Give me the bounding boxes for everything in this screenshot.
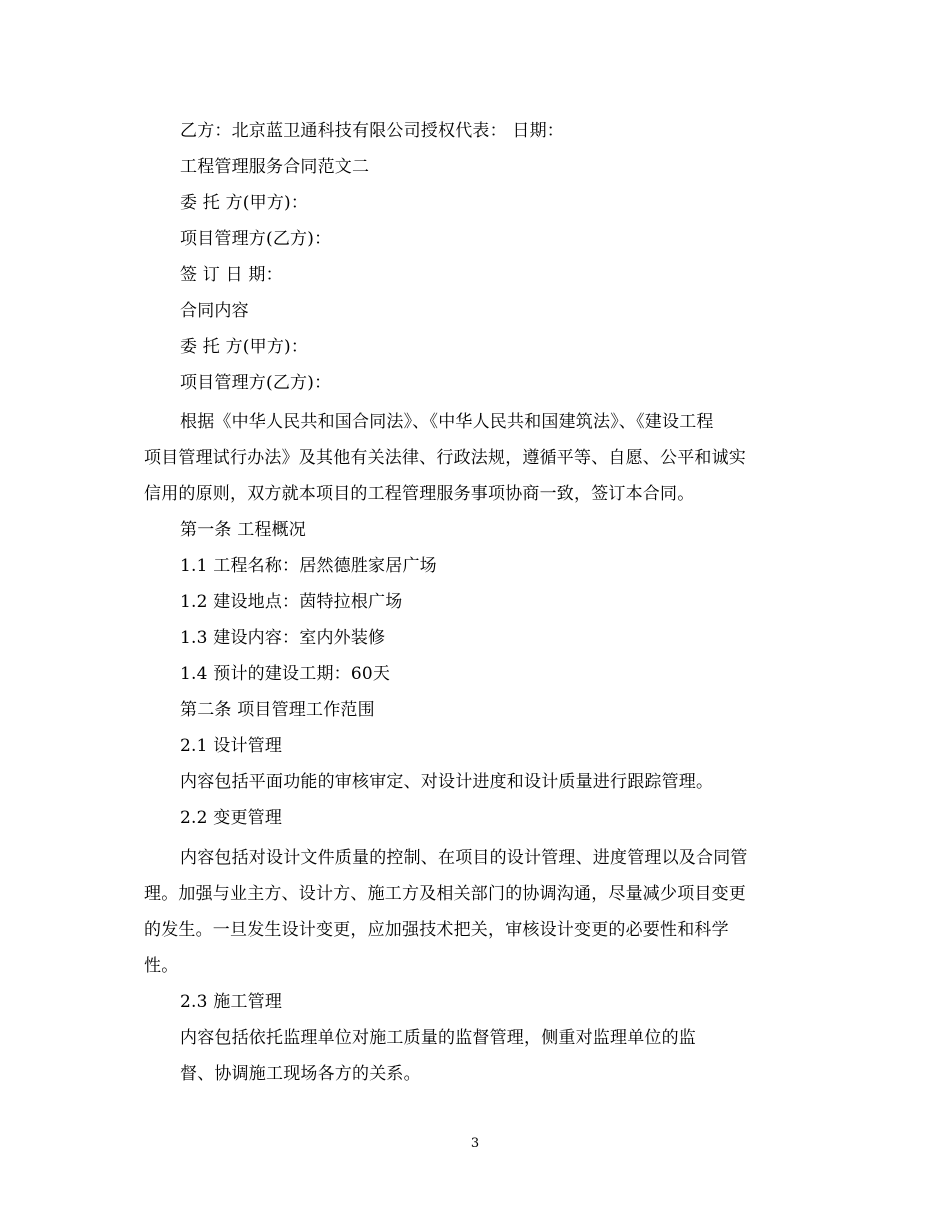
preamble-line-1: 根据《中华人民共和国合同法》、《中华人民共和国建筑法》、《建设工程 <box>180 412 714 432</box>
item-1-3: 1.3 建设内容：室内外装修 <box>180 628 386 648</box>
client-party-line: 委 托 方(甲方)： <box>180 193 309 213</box>
article-1-heading: 第一条 工程概况 <box>180 520 307 540</box>
item-2-2-content-line-3: 的发生。一旦发生设计变更，应加强技术把关，审核设计变更的必要性和科学 <box>144 920 729 940</box>
item-1-1: 1.1 工程名称：居然德胜家居广场 <box>180 556 437 576</box>
article-2-heading: 第二条 项目管理工作范围 <box>180 700 375 720</box>
item-2-2-content-line-4: 性。 <box>144 956 179 976</box>
item-2-2: 2.2 变更管理 <box>180 808 283 828</box>
page-number: 3 <box>470 1136 480 1151</box>
item-2-3-content-line-1: 内容包括依托监理单位对施工质量的监督管理，侧重对监理单位的监 <box>180 1028 696 1048</box>
item-2-2-content-line-2: 理。加强与业主方、设计方、施工方及相关部门的协调沟通，尽量减少项目变更 <box>144 884 746 904</box>
item-2-1-content: 内容包括平面功能的审核审定、对设计进度和设计质量进行跟踪管理。 <box>180 772 714 792</box>
client-party-line-2: 委 托 方(甲方)： <box>180 337 309 357</box>
preamble-line-2: 项目管理试行办法》及其他有关法律、行政法规，遵循平等、自愿、公平和诚实 <box>144 448 746 468</box>
contract-content-heading: 合同内容 <box>180 301 249 321</box>
project-manager-party-line-2: 项目管理方(乙方)： <box>180 373 332 393</box>
item-2-3-content-line-2: 督、协调施工现场各方的关系。 <box>180 1064 421 1084</box>
party-b-signature-line: 乙方：北京蓝卫通科技有限公司授权代表： 日期： <box>180 121 565 141</box>
item-1-4: 1.4 预计的建设工期：60天 <box>180 664 391 684</box>
document-title: 工程管理服务合同范文二 <box>180 157 370 177</box>
signing-date-line: 签 订 日 期： <box>180 265 283 285</box>
project-manager-party-line: 项目管理方(乙方)： <box>180 229 332 249</box>
item-2-2-content-line-1: 内容包括对设计文件质量的控制、在项目的设计管理、进度管理以及合同管 <box>180 848 748 868</box>
item-2-3: 2.3 施工管理 <box>180 992 283 1012</box>
item-1-2: 1.2 建设地点：茵特拉根广场 <box>180 592 403 612</box>
preamble-line-3: 信用的原则，双方就本项目的工程管理服务事项协商一致，签订本合同。 <box>144 484 695 504</box>
item-2-1: 2.1 设计管理 <box>180 736 283 756</box>
